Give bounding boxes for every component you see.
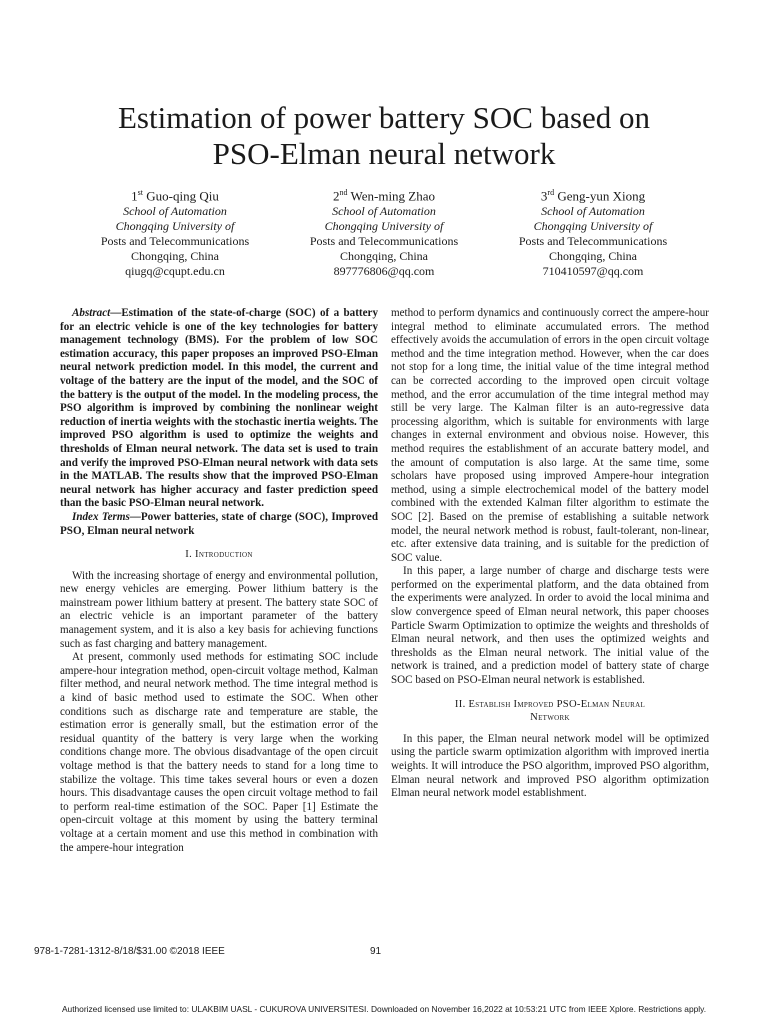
section-heading-2: II. Establish Improved PSO-Elman Neural Network xyxy=(454,698,646,724)
author-dept: School of Automation xyxy=(123,204,227,219)
intro-paragraph-2: At present, commonly used methods for estimating SOC include ampere-hour integration method, open-circuit voltage method, Kalman filter method, and neural network method. The time integral method is a kind of basic method used to estimate the SOC. When other conditions such as discharge rate and temperature are stable, the estimation error is generally small, but the estimation error of the residual quantity of the battery is very large when the working conditions change more. The obvious disadvantage of the open circuit voltage method is that the battery needs to stand for a long time to stabilize the voltage. This time takes several hours or even a dozen hours. This disadvantage causes the open circuit voltage method to fail to perform real-time estimation of the SOC. Paper [1] Estimate the open-circuit voltage at this moment by using the battery terminal voltage at a certain moment and use this method in combination with the ampere-hour integration xyxy=(60,651,378,854)
title-line-2: PSO-Elman neural network xyxy=(212,136,556,171)
title-line-1: Estimation of power battery SOC based on xyxy=(117,100,651,135)
page-number: 91 xyxy=(370,946,382,957)
author-block xyxy=(80,184,688,279)
intro-paragraph-3: method to perform dynamics and continuously correct the ampere-hour integral method to eliminate accumulated errors. The method effectively avoids the accumulation of errors in the open circuit voltage method and the time integration method. However, when the car does not stop for a long time, the initial value of the time integral method can be corrected according to the improved open circuit voltage method, and the error accumulation of the time integral method may still be very large. The Kalman filter is an auto-regressive data processing algorithm, which is suitable for environments with large changes in external environment and obvious noise. However, this method requires the establishment of an accurate battery model, and the amount of computation is also large. At the same time, some scholars have proposed using improved Ampere-hour integration method, using a simple electrochemical model of the battery model combined with the extended Kalman filter algorithm to estimate the SOC [2]. Based on the premise of establishing a suitable network model, the neural network method is robust, fault-tolerant, non-linear, etc. after extensive data training, and is suitable for the prediction of SOC value. xyxy=(391,307,709,564)
author-email: 710410597@qq.com xyxy=(542,264,644,279)
author-dept: School of Automation xyxy=(541,204,645,219)
author-email: qiugq@cqupt.edu.cn xyxy=(125,264,225,279)
intro-paragraph-1: With the increasing shortage of energy and environmental pollution, new energy vehicles are emerging. Power lithium battery is the mainstream power lithium battery at present. The battery state SOC of an electric vehicle is an important parameter of the battery management system, and it is also a key basis for achieving functions such as fast charging and battery management. xyxy=(60,569,378,650)
author-city: Chongqing, China xyxy=(130,249,219,264)
author-univ: Chongqing University of xyxy=(533,219,653,234)
left-column xyxy=(60,307,378,855)
index-terms-text: —Power batteries, state of charge (SOC), Improved PSO, Elman neural network xyxy=(60,510,378,537)
abstract-label: Abstract xyxy=(72,307,111,319)
section-2-paragraph-1: In this paper, the Elman neural network model will be optimized using the particle swarm optimization algorithm with improved inertia weights. It will introduce the PSO algorithm, improved PSO algorithm, Elman neural network and improved PSO algorithm optimization Elman neural network model establishment. xyxy=(391,732,709,800)
paper-title xyxy=(60,100,708,172)
license-notice: Authorized licensed use limited to: ULAKBIM UASL - CUKUROVA UNIVERSITESI. Downloaded on November 16,2022 at 10:53:21 UTC from IEEE Xplore. Restrictions apply. xyxy=(61,1004,707,1014)
author-name: Wen-ming Zhao xyxy=(350,188,436,204)
author-univ: Chongqing University of xyxy=(115,219,235,234)
footer-isbn: 978-1-7281-1312-8/18/$31.00 ©2018 IEEE xyxy=(34,946,225,957)
index-terms-label: Index Terms xyxy=(72,510,130,523)
author-city: Chongqing, China xyxy=(548,249,637,264)
author-univ-2: Posts and Telecommunications xyxy=(100,234,250,249)
author-univ-2: Posts and Telecommunications xyxy=(518,234,668,249)
intro-paragraph-4: In this paper, a large number of charge and discharge tests were performed on the experimental platform, and the data obtained from the experiments were analyzed. In order to avoid the local minima and slow convergence speed of Elman neural network, this paper chooses Particle Swarm Optimization to optimize the weights and thresholds of Elman neural network, and then uses the optimized weights and thresholds as the Elman neural network. The initial value of the network is trained, and a prediction model of battery state of charge SOC based on PSO-Elman neural network is established. xyxy=(391,565,709,687)
author-name: Guo-qing Qiu xyxy=(146,188,219,204)
author-name: Geng-yun Xiong xyxy=(557,188,646,204)
author-univ-2: Posts and Telecommunications xyxy=(309,234,459,249)
author-univ: Chongqing University of xyxy=(324,219,444,234)
author-city: Chongqing, China xyxy=(339,249,428,264)
author-3: 3rd Geng-yun Xiong School of Automation Chongqing University of Posts and Telecommunications Chongqing, China 710410597@qq.com xyxy=(498,184,688,279)
author-1: 1st Guo-qing Qiu School of Automation Chongqing University of Posts and Telecommunications Chongqing, China qiugq@cqupt.edu.cn xyxy=(80,184,270,279)
author-email: 897776806@qq.com xyxy=(333,264,435,279)
section-heading-1: I. Introduction xyxy=(185,549,253,561)
author-2: 2nd Wen-ming Zhao School of Automation Chongqing University of Posts and Telecommunications Chongqing, China 897776806@qq.com xyxy=(289,184,479,279)
right-column xyxy=(391,307,709,801)
abstract xyxy=(60,307,378,511)
author-dept: School of Automation xyxy=(332,204,436,219)
abstract-text: —Estimation of the state-of-charge (SOC) of a battery for an electric vehicle is one of the key technologies for battery management technology (BMS). For the problem of low SOC estimation accuracy, this paper proposes an improved PSO-Elman neural network prediction model. In this model, the current and voltage of the battery are the input of the model, and the SOC of the battery is the output of the model. In the modeling process, the PSO algorithm is improved by combining the nonlinear weight reduction of inertia weights with the stochastic inertia weights. The improved PSO algorithm is used to optimize the weights and thresholds of Elman neural network. The data set is used to train and verify the improved PSO-Elman neural network with data sets in the MATLAB. The results show that the improved PSO-Elman neural network has higher accuracy and faster prediction speed than the basic PSO-Elman neural network. xyxy=(60,307,378,510)
index-terms xyxy=(60,511,378,538)
